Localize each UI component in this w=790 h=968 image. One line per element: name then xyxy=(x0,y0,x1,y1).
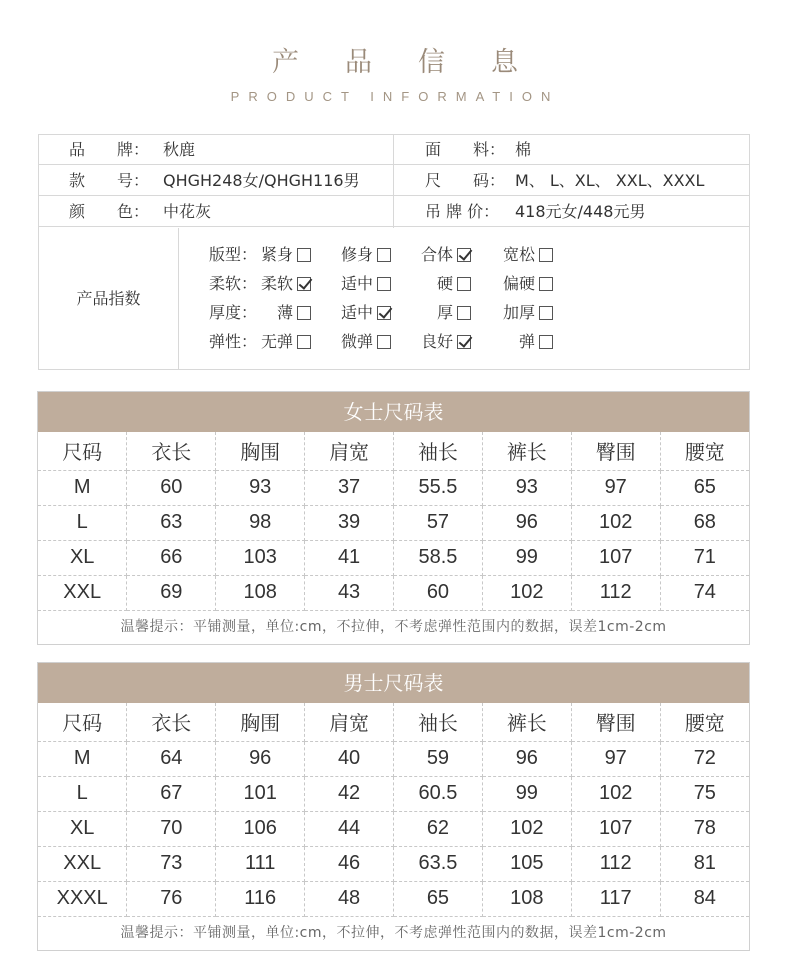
table-cell: 105 xyxy=(482,846,571,881)
divider xyxy=(393,135,394,228)
column-header: 裤长 xyxy=(482,432,571,470)
table-cell: 96 xyxy=(482,741,571,776)
table-cell: 74 xyxy=(660,575,749,610)
option[interactable] xyxy=(503,299,553,327)
table-cell: 39 xyxy=(305,505,394,540)
option[interactable] xyxy=(341,299,391,327)
table-cell: 42 xyxy=(305,776,394,811)
info-row xyxy=(39,197,749,227)
table-cell: 73 xyxy=(127,846,216,881)
option-text: 紧身 xyxy=(261,245,294,264)
table-cell: 81 xyxy=(660,846,749,881)
table-cell: 96 xyxy=(482,505,571,540)
color-label: 颜 色： xyxy=(69,202,150,221)
column-header: 尺码 xyxy=(38,703,127,741)
table-cell: 99 xyxy=(482,540,571,575)
table-cell: 68 xyxy=(660,505,749,540)
option-text: 厚 xyxy=(437,303,454,322)
checkbox-icon[interactable] xyxy=(539,306,553,320)
price-value: 418元女/448元男 xyxy=(515,202,646,221)
column-header: 胸围 xyxy=(216,703,305,741)
table-row xyxy=(38,846,749,881)
table-cell: XXXL xyxy=(38,881,127,916)
table-cell: 60 xyxy=(127,470,216,505)
brand-value: 秋鹿 xyxy=(163,140,196,159)
table-cell: 65 xyxy=(660,470,749,505)
table-cell: 97 xyxy=(571,470,660,505)
table-cell: 72 xyxy=(660,741,749,776)
table-cell: 60 xyxy=(394,575,483,610)
option-text: 适中 xyxy=(341,274,374,293)
table-header-row xyxy=(38,432,749,470)
table-cell: 69 xyxy=(127,575,216,610)
table-cell: 58.5 xyxy=(394,540,483,575)
table-cell: 102 xyxy=(482,811,571,846)
men-size-grid xyxy=(38,703,749,917)
index-row-label: 厚度： xyxy=(209,303,258,322)
table-cell: 59 xyxy=(394,741,483,776)
table-cell: 41 xyxy=(305,540,394,575)
checkbox-icon[interactable] xyxy=(539,277,553,291)
checkbox-icon[interactable] xyxy=(539,335,553,349)
checkbox-icon[interactable] xyxy=(457,335,471,349)
table-cell: 65 xyxy=(394,881,483,916)
table-cell: 48 xyxy=(305,881,394,916)
table-cell: 55.5 xyxy=(394,470,483,505)
title-en: PRODUCT INFORMATION xyxy=(230,89,560,104)
table-cell: 107 xyxy=(571,811,660,846)
women-size-table xyxy=(37,391,750,645)
table-cell: 84 xyxy=(660,881,749,916)
table-cell: 37 xyxy=(305,470,394,505)
table-cell: M xyxy=(38,741,127,776)
table-cell: 60.5 xyxy=(394,776,483,811)
table-cell: XXL xyxy=(38,846,127,881)
table-cell: 96 xyxy=(216,741,305,776)
table-cell: 57 xyxy=(394,505,483,540)
table-cell: 99 xyxy=(482,776,571,811)
color-value: 中花灰 xyxy=(163,202,212,221)
table-cell: 78 xyxy=(660,811,749,846)
table-cell: 102 xyxy=(571,505,660,540)
column-header: 腰宽 xyxy=(660,703,749,741)
brand-label: 品 牌： xyxy=(69,140,150,159)
option[interactable] xyxy=(519,328,553,356)
table-row xyxy=(38,470,749,505)
table-cell: 101 xyxy=(216,776,305,811)
checkbox-icon[interactable] xyxy=(539,248,553,262)
option-text: 薄 xyxy=(277,303,294,322)
column-header: 胸围 xyxy=(216,432,305,470)
table-cell: 112 xyxy=(571,575,660,610)
table-cell: 106 xyxy=(216,811,305,846)
measurement-tip: 温馨提示：平铺测量，单位:cm，不拉伸，不考虑弹性范围内的数据，误差1cm-2cm xyxy=(120,924,667,941)
column-header: 臀围 xyxy=(571,703,660,741)
table-row xyxy=(38,741,749,776)
column-header: 肩宽 xyxy=(305,703,394,741)
table-cell: XXL xyxy=(38,575,127,610)
table-cell: 102 xyxy=(482,575,571,610)
option[interactable] xyxy=(341,241,391,269)
size-label: 尺 码： xyxy=(425,171,506,190)
option-text: 加厚 xyxy=(503,303,536,322)
table-cell: 97 xyxy=(571,741,660,776)
checkbox-icon[interactable] xyxy=(457,248,471,262)
checkbox-icon[interactable] xyxy=(377,248,391,262)
option-text: 弹 xyxy=(519,332,536,351)
info-row xyxy=(39,135,749,165)
table-cell: 71 xyxy=(660,540,749,575)
index-row-elasticity xyxy=(209,328,609,356)
option-text: 适中 xyxy=(341,303,374,322)
checkbox-icon[interactable] xyxy=(297,335,311,349)
table-cell: 76 xyxy=(127,881,216,916)
index-row-label: 弹性： xyxy=(209,332,258,351)
table-cell: L xyxy=(38,505,127,540)
option[interactable] xyxy=(341,270,391,298)
checkbox-icon[interactable] xyxy=(377,277,391,291)
table-cell: L xyxy=(38,776,127,811)
table-cell: 64 xyxy=(127,741,216,776)
men-size-table xyxy=(37,662,750,951)
table-row xyxy=(38,811,749,846)
fabric-label: 面 料： xyxy=(425,140,506,159)
option-text: 合体 xyxy=(421,245,454,264)
index-row-label: 版型： xyxy=(209,245,258,264)
table-cell: 67 xyxy=(127,776,216,811)
option-text: 宽松 xyxy=(503,245,536,264)
table-cell: 108 xyxy=(482,881,571,916)
table-cell: 107 xyxy=(571,540,660,575)
table-cell: 70 xyxy=(127,811,216,846)
index-label: 产品指数 xyxy=(39,228,179,369)
option-text: 修身 xyxy=(341,245,374,264)
table-cell: 40 xyxy=(305,741,394,776)
table-row xyxy=(38,575,749,610)
women-size-grid xyxy=(38,432,749,611)
table-cell: 44 xyxy=(305,811,394,846)
option[interactable] xyxy=(261,270,311,298)
price-label: 吊 牌 价： xyxy=(425,202,500,221)
option[interactable] xyxy=(261,241,311,269)
size-value: M、 L、XL、 XXL、XXXL xyxy=(515,171,705,190)
table-cell: 62 xyxy=(394,811,483,846)
checkbox-icon[interactable] xyxy=(457,277,471,291)
table-cell: 93 xyxy=(216,470,305,505)
measurement-tip: 温馨提示：平铺测量，单位:cm，不拉伸，不考虑弹性范围内的数据，误差1cm-2cm xyxy=(120,618,667,635)
option[interactable] xyxy=(503,270,553,298)
style-no-value: QHGH248女/QHGH116男 xyxy=(163,171,360,190)
table-header-row xyxy=(38,703,749,741)
table-row xyxy=(38,776,749,811)
table-cell: XL xyxy=(38,811,127,846)
table-cell: 112 xyxy=(571,846,660,881)
table-row xyxy=(38,505,749,540)
table-cell: 93 xyxy=(482,470,571,505)
table-cell: 102 xyxy=(571,776,660,811)
option-text: 硬 xyxy=(437,274,454,293)
index-row-label: 柔软： xyxy=(209,274,258,293)
column-header: 衣长 xyxy=(127,703,216,741)
table-row xyxy=(38,881,749,916)
men-table-title: 男士尺码表 xyxy=(38,663,749,703)
table-cell: 46 xyxy=(305,846,394,881)
table-row xyxy=(38,540,749,575)
option-text: 微弹 xyxy=(341,332,374,351)
checkbox-icon[interactable] xyxy=(377,306,391,320)
women-table-title: 女士尺码表 xyxy=(38,392,749,432)
option[interactable] xyxy=(277,299,311,327)
index-row-thickness xyxy=(209,299,609,327)
checkbox-icon[interactable] xyxy=(377,335,391,349)
product-info-table xyxy=(38,134,750,370)
table-cell: 63.5 xyxy=(394,846,483,881)
table-cell: 103 xyxy=(216,540,305,575)
info-row xyxy=(39,166,749,196)
checkbox-icon[interactable] xyxy=(297,248,311,262)
table-cell: M xyxy=(38,470,127,505)
column-header: 衣长 xyxy=(127,432,216,470)
column-header: 裤长 xyxy=(482,703,571,741)
table-cell: 111 xyxy=(216,846,305,881)
option-text: 偏硬 xyxy=(503,274,536,293)
table-cell: XL xyxy=(38,540,127,575)
option[interactable] xyxy=(437,270,471,298)
option[interactable] xyxy=(503,241,553,269)
option-text: 柔软 xyxy=(261,274,294,293)
checkbox-icon[interactable] xyxy=(297,306,311,320)
column-header: 尺码 xyxy=(38,432,127,470)
option[interactable] xyxy=(437,299,471,327)
index-row-softness xyxy=(209,270,609,298)
column-header: 腰宽 xyxy=(660,432,749,470)
option[interactable] xyxy=(421,328,471,356)
option[interactable] xyxy=(421,241,471,269)
table-cell: 66 xyxy=(127,540,216,575)
option-text: 无弹 xyxy=(261,332,294,351)
column-header: 袖长 xyxy=(394,432,483,470)
table-cell: 43 xyxy=(305,575,394,610)
checkbox-icon[interactable] xyxy=(457,306,471,320)
table-cell: 98 xyxy=(216,505,305,540)
checkbox-icon[interactable] xyxy=(297,277,311,291)
column-header: 肩宽 xyxy=(305,432,394,470)
fabric-value: 棉 xyxy=(515,140,532,159)
option-text: 良好 xyxy=(421,332,454,351)
table-cell: 116 xyxy=(216,881,305,916)
title-cn: 产品信息 xyxy=(272,47,564,78)
style-no-label: 款 号： xyxy=(69,171,150,190)
index-row-fit xyxy=(209,241,609,269)
option[interactable] xyxy=(341,328,391,356)
table-cell: 63 xyxy=(127,505,216,540)
column-header: 臀围 xyxy=(571,432,660,470)
table-cell: 108 xyxy=(216,575,305,610)
table-cell: 117 xyxy=(571,881,660,916)
table-cell: 75 xyxy=(660,776,749,811)
column-header: 袖长 xyxy=(394,703,483,741)
option[interactable] xyxy=(261,328,311,356)
